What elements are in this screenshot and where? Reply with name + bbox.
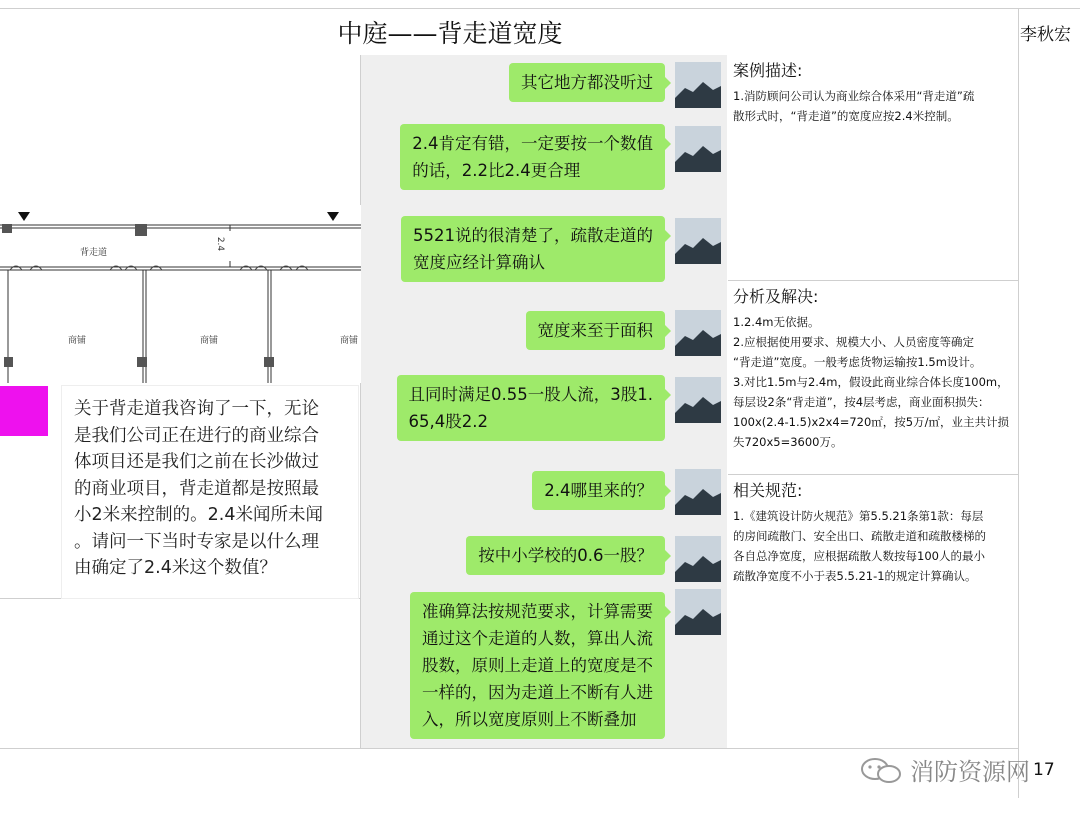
watermark-text: 消防资源网 bbox=[910, 758, 1030, 786]
right-divider bbox=[1018, 8, 1019, 798]
analysis-line: “背走道”宽度。一般考虑货物运输按1.5m设计。 bbox=[733, 355, 982, 369]
avatar bbox=[675, 469, 721, 515]
question-line: 由确定了2.4米这个数值？ bbox=[74, 558, 277, 578]
question-line: 体项目还是我们之前在长沙做过 bbox=[74, 452, 319, 472]
floor-plan bbox=[0, 205, 362, 383]
mountain-icon bbox=[675, 310, 721, 356]
chat-line: 宽度应经计算确认 bbox=[413, 253, 545, 272]
avatar bbox=[675, 589, 721, 635]
mountain-icon bbox=[675, 536, 721, 582]
width-dimension: 2.4 bbox=[215, 236, 226, 252]
analysis-line: 每层设2条“背走道”，按4层考虑，商业面积损失： bbox=[733, 395, 990, 409]
codes-line: 的房间疏散门、安全出口、疏散走道和疏散楼梯的 bbox=[733, 529, 986, 543]
avatar bbox=[675, 62, 721, 108]
chat-line: 宽度来至于面积 bbox=[537, 321, 653, 340]
question-line: 的商业项目，背走道都是按照最 bbox=[74, 478, 319, 499]
mountain-icon bbox=[675, 377, 721, 423]
analysis-heading: 分析及解决: bbox=[733, 287, 819, 306]
mountain-icon bbox=[675, 218, 721, 264]
chat-line: 入，所以宽度原则上不断叠加 bbox=[422, 710, 637, 729]
chat-bubble bbox=[532, 471, 665, 510]
corridor-label: 背走道 bbox=[80, 248, 108, 258]
avatar bbox=[675, 536, 721, 582]
avatar bbox=[675, 310, 721, 356]
chat-line: 其它地方都没听过 bbox=[521, 73, 653, 92]
chat-line: 且同时满足0.55一股人流，3股1. bbox=[408, 385, 653, 404]
chat-bubble bbox=[410, 592, 665, 739]
codes-line: 各自总净宽度，应根据疏散人数按每100人的最小 bbox=[733, 549, 985, 563]
chat-bubble bbox=[509, 63, 665, 102]
chat-panel bbox=[361, 55, 727, 748]
analysis-line: 3.对比1.5m与2.4m，假设此商业综合体长度100m， bbox=[733, 375, 1009, 389]
chat-line: 的话，2.2比2.4更合理 bbox=[412, 161, 581, 180]
mountain-icon bbox=[675, 126, 721, 172]
case-heading: 案例描述: bbox=[733, 61, 803, 80]
chat-line: 2.4肯定有错，一定要按一个数值 bbox=[412, 134, 653, 153]
question-text-box bbox=[62, 386, 358, 598]
case-line: 散形式时，“背走道”的宽度应按2.4米控制。 bbox=[733, 109, 959, 123]
avatar bbox=[675, 377, 721, 423]
chat-bubble bbox=[401, 216, 665, 282]
codes-section bbox=[733, 480, 1018, 586]
right-section-divider bbox=[728, 474, 1018, 475]
question-line: 。请问一下当时专家是以什么理 bbox=[74, 531, 319, 552]
mountain-icon bbox=[675, 589, 721, 635]
question-line: 关于背走道我咨询了一下，无论 bbox=[74, 399, 319, 419]
analysis-line: 失720x5=3600万。 bbox=[733, 435, 843, 449]
codes-heading: 相关规范: bbox=[733, 481, 803, 500]
page-title: 中庭——背走道宽度 bbox=[337, 19, 563, 48]
question-line: 小2米来控制的。2.4米闻所未闻 bbox=[74, 505, 323, 525]
chat-bubble bbox=[400, 124, 665, 190]
plan-bottom-line bbox=[0, 598, 360, 599]
chat-line: 按中小学校的0.6一股？ bbox=[478, 546, 653, 565]
chat-bubble bbox=[397, 375, 665, 441]
chat-line: 5521说的很清楚了，疏散走道的 bbox=[413, 226, 653, 245]
chat-line: 2.4哪里来的？ bbox=[544, 481, 653, 500]
analysis-line: 2.应根据使用要求、规模大小、人员密度等确定 bbox=[733, 335, 974, 349]
analysis-section bbox=[733, 286, 1018, 452]
magenta-marker bbox=[0, 386, 48, 436]
page-number: 17 bbox=[1033, 760, 1055, 780]
right-section-divider bbox=[728, 280, 1018, 281]
floor-plan-drawing bbox=[0, 205, 362, 383]
question-line: 是我们公司正在进行的商业综合 bbox=[74, 425, 319, 446]
analysis-line: 100x(2.4-1.5)x2x4=720㎡，按5万/㎡，业主共计损 bbox=[733, 415, 1009, 429]
top-border bbox=[0, 8, 1080, 9]
chat-bubble bbox=[526, 311, 666, 350]
mountain-icon bbox=[675, 469, 721, 515]
chat-line: 65,4股2.2 bbox=[408, 412, 488, 431]
shop-label-3: 商铺 bbox=[340, 336, 359, 346]
mountain-icon bbox=[675, 62, 721, 108]
avatar bbox=[675, 218, 721, 264]
author-name: 李秋宏 bbox=[1020, 25, 1071, 45]
bottom-border bbox=[0, 748, 1018, 749]
analysis-line: 1.2.4m无依据。 bbox=[733, 315, 820, 329]
case-description bbox=[733, 60, 1018, 126]
case-line: 1.消防顾问公司认为商业综合体采用“背走道”疏 bbox=[733, 89, 975, 103]
chat-line: 股数，原则上走道上的宽度是不 bbox=[422, 656, 653, 675]
codes-line: 1.《建筑设计防火规范》第5.5.21条第1款：每层 bbox=[733, 509, 984, 523]
wechat-icon bbox=[860, 756, 904, 786]
chat-line: 准确算法按规范要求，计算需要 bbox=[422, 602, 653, 621]
avatar bbox=[675, 126, 721, 172]
chat-line: 通过这个走道的人数，算出人流 bbox=[422, 629, 653, 648]
chat-bubble bbox=[466, 536, 665, 575]
shop-label-2: 商铺 bbox=[200, 336, 219, 346]
chat-line: 一样的，因为走道上不断有人进 bbox=[422, 683, 653, 702]
codes-line: 疏散净宽度不小于表5.5.21-1的规定计算确认。 bbox=[733, 569, 977, 583]
shop-label-1: 商铺 bbox=[68, 336, 87, 346]
